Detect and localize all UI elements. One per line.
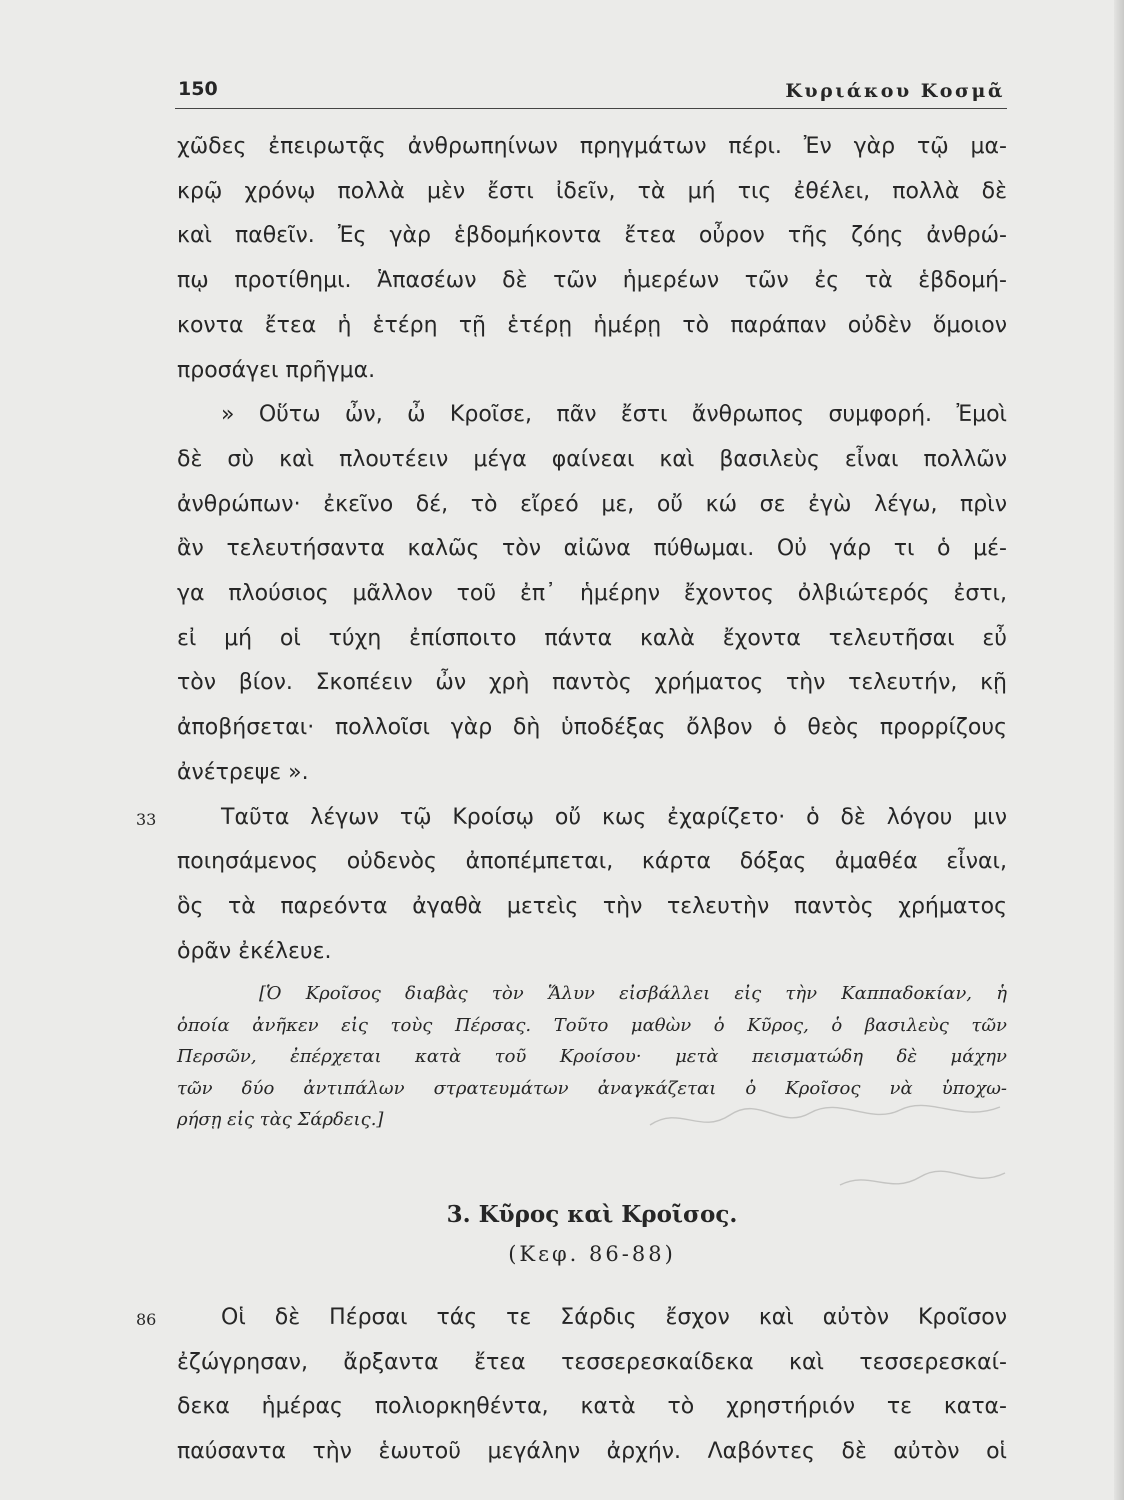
text-line: ὃς τὰ παρεόντα ἀγαθὰ μετεὶς τὴν τελευτὴν παντὸς χρήματος (177, 893, 1007, 919)
summary-line: [Ὁ Κροῖσος διαβὰς τὸν Ἅλυν εἰσβάλλει εἰς τὴν Καππαδοκίαν, ἡ (259, 983, 1007, 1005)
summary-line: τῶν δύο ἀντιπάλων στρατευμάτων ἀναγκάζεται ὁ Κροῖσος νὰ ὑποχω- (177, 1077, 1007, 1099)
text-line: γα πλούσιος μᾶλλον τοῦ ἐπ᾽ ἡμέρην ἔχοντος ὀλβιώτερός ἐστι, (177, 581, 1007, 607)
text-line: κρῷ χρόνῳ πολλὰ μὲν ἔστι ἰδεῖν, τὰ μή τις ἐθέλει, πολλὰ δὲ (177, 178, 1007, 204)
text-line: ὁρᾶν ἐκέλευε. (177, 938, 332, 964)
margin-chapter-number: 86 (136, 1309, 157, 1329)
page-number: 150 (178, 78, 218, 100)
text-line: καὶ παθεῖν. Ἐς γὰρ ἑβδομήκοντα ἔτεα οὖρον τῆς ζόης ἀνθρώ- (177, 223, 1007, 249)
text-line: τὸν βίον. Σκοπέειν ὦν χρὴ παντὸς χρήματος τὴν τελευτήν, κῇ (177, 670, 1007, 696)
section-subtitle: (Κεφ. 86-88) (508, 1241, 676, 1266)
summary-line: ρήσῃ εἰς τὰς Σάρδεις.] (177, 1109, 384, 1131)
text-line: χῶδες ἐπειρωτᾷς ἀνθρωπηίνων πρηγμάτων πέρι. Ἐν γὰρ τῷ μα- (177, 134, 1007, 159)
paragraph-86 (136, 1296, 1007, 1475)
text-line: ποιησάμενος οὐδενὸς ἀποπέμπεται, κάρτα δόξας ἀμαθέα εἶναι, (177, 849, 1007, 875)
main-text (136, 125, 1007, 1475)
text-line: δεκα ἡμέρας πολιορκηθέντα, κατὰ τὸ χρηστήριόν τε κατα- (177, 1394, 1007, 1420)
page-header (175, 74, 1007, 109)
paragraph-33 (136, 796, 1007, 975)
text-line: ἀνέτρεψε ». (177, 759, 309, 785)
text-line: προσάγει πρῆγμα. (177, 357, 376, 383)
summary-line: Περσῶν, ἐπέρχεται κατὰ τοῦ Κροίσου· μετὰ πεισματώδη δὲ μάχην (177, 1046, 1007, 1068)
text-line: ἂν τελευτήσαντα καλῶς τὸν αἰῶνα πύθωμαι. Οὐ γάρ τι ὁ μέ- (177, 536, 1007, 562)
text-line: πῳ προτίθημι. Ἁπασέων δὲ τῶν ἡμερέων τῶν ἐς τὰ ἑβδομή- (177, 268, 1007, 294)
text-line: παύσαντα τὴν ἑωυτοῦ μεγάλην ἀρχήν. Λαβόντες δὲ αὐτὸν οἱ (177, 1438, 1007, 1464)
text-line: δὲ σὺ καὶ πλουτέειν μέγα φαίνεαι καὶ βασιλεὺς εἶναι πολλῶν (177, 446, 1007, 472)
paragraph-continued (177, 125, 1007, 393)
text-line: » Οὕτω ὦν, ὦ Κροῖσε, πᾶν ἔστι ἄνθρωπος συμφορή. Ἐμοὶ (221, 402, 1007, 428)
text-line: ἀνθρώπων· ἐκεῖνο δέ, τὸ εἴρεό με, οὔ κώ σε ἐγὼ λέγω, πρὶν (177, 491, 1007, 517)
summary-line: ὁποία ἀνῆκεν εἰς τοὺς Πέρσας. Τοῦτο μαθὼν ὁ Κῦρος, ὁ βασιλεὺς τῶν (177, 1014, 1007, 1036)
section-title: 3. Κῦρος καὶ Κροῖσος. (446, 1200, 738, 1228)
text-line: Οἱ δὲ Πέρσαι τάς τε Σάρδις ἔσχον καὶ αὐτὸν Κροῖσον (221, 1304, 1007, 1330)
text-line: εἰ μή οἱ τύχη ἐπίσποιτο πάντα καλὰ ἔχοντα τελευτῆσαι εὖ (177, 625, 1007, 651)
text-line: κοντα ἔτεα ἡ ἑτέρη τῇ ἑτέρῃ ἡμέρῃ τὸ παράπαν οὐδὲν ὅμοιον (177, 312, 1007, 338)
pencil-scribble (640, 1085, 1020, 1215)
margin-chapter-number: 33 (136, 809, 157, 829)
paragraph-solon-speech (177, 393, 1007, 795)
text-line: ἀποβήσεται· πολλοῖσι γὰρ δὴ ὑποδέξας ὄλβον ὁ θεὸς προρρίζους (177, 715, 1007, 741)
running-head: Κυριάκου Κοσμᾶ (785, 80, 1005, 102)
text-line: ἐζώγρησαν, ἄρξαντα ἔτεα τεσσερεσκαίδεκα καὶ τεσσερεσκαί- (177, 1349, 1007, 1375)
page-edge-shadow (1114, 0, 1124, 1500)
text-line: Ταῦτα λέγων τῷ Κροίσῳ οὔ κως ἐχαρίζετο· ὁ δὲ λόγου μιν (221, 804, 1007, 830)
